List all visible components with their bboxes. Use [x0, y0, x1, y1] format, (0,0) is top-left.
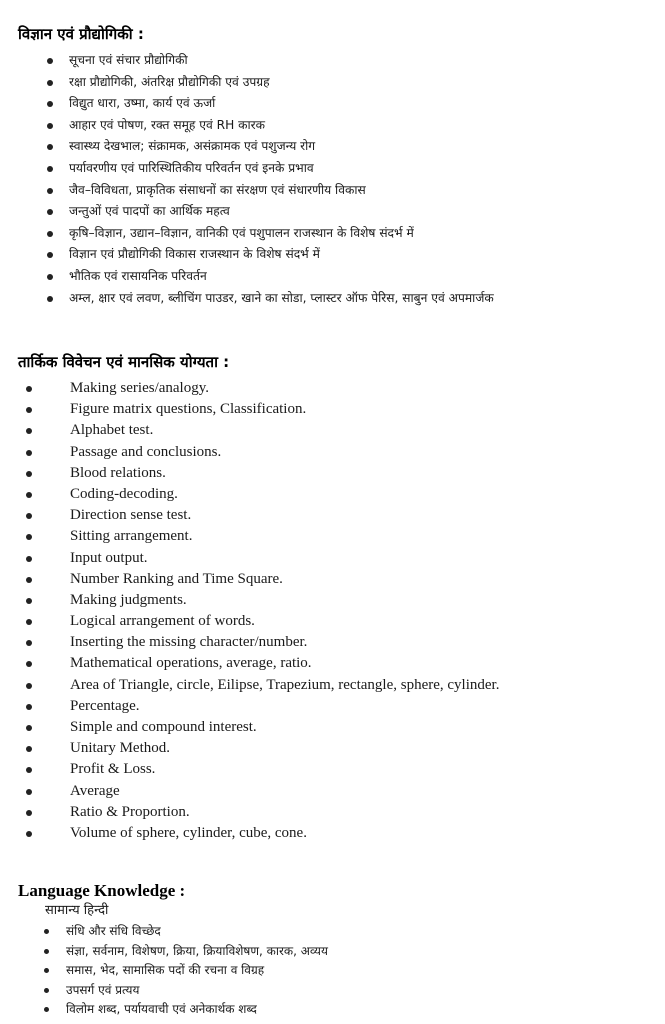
list-item-text: Figure matrix questions, Classification.	[70, 401, 307, 418]
list-item-text: Input output.	[70, 549, 148, 566]
list-item-text: समास, भेद, सामासिक पदों की रचना व विग्रह	[66, 963, 265, 977]
list-item	[0, 717, 665, 738]
bullet-icon	[26, 471, 32, 477]
bullet-icon	[26, 450, 32, 456]
list-item	[0, 526, 665, 547]
bullet-icon	[44, 988, 49, 993]
bullet-icon	[44, 949, 49, 954]
bullet-icon	[47, 252, 53, 258]
list-item-text: उपसर्ग एवं प्रत्यय	[66, 982, 140, 997]
bullet-icon	[44, 929, 49, 934]
list-item-text: Direction sense test.	[70, 507, 192, 524]
reasoning-list	[0, 378, 665, 844]
bullet-icon	[26, 831, 32, 837]
list-item-text: Number Ranking and Time Square.	[70, 570, 283, 587]
list-item	[0, 266, 665, 288]
bullet-icon	[47, 209, 53, 215]
bullet-icon	[26, 725, 32, 731]
list-item	[0, 569, 665, 590]
list-item	[0, 590, 665, 611]
list-item	[0, 115, 665, 137]
list-item-text: Ratio & Proportion.	[70, 803, 190, 820]
bullet-icon	[26, 407, 32, 413]
bullet-icon	[47, 188, 53, 194]
list-item-text: Profit & Loss.	[70, 761, 156, 778]
list-item	[0, 781, 665, 802]
bullet-icon	[47, 231, 53, 237]
list-item	[0, 378, 665, 399]
bullet-icon	[26, 556, 32, 562]
list-item	[0, 548, 665, 569]
list-item	[0, 93, 665, 115]
list-item-text: जन्तुओं एवं पादपों का आर्थिक महत्व	[69, 204, 230, 219]
list-item-text: Unitary Method.	[70, 740, 170, 757]
list-item	[0, 244, 665, 266]
bullet-icon	[26, 683, 32, 689]
list-item-text: जैव–विविधता, प्राकृतिक संसाधनों का संरक्षण एवं संधारणीय विकास	[69, 182, 366, 197]
list-item-text: Average	[70, 782, 120, 799]
list-item	[0, 399, 665, 420]
list-item-text: Passage and conclusions.	[70, 443, 222, 460]
bullet-icon	[47, 101, 53, 107]
list-item	[0, 50, 665, 72]
science-list	[0, 50, 665, 309]
bullet-icon	[26, 386, 32, 392]
list-item-text: Sitting arrangement.	[70, 528, 193, 545]
bullet-icon	[26, 428, 32, 434]
language-heading: Language Knowledge :	[18, 881, 186, 900]
list-item-text: सूचना एवं संचार प्रौद्योगिकी	[69, 53, 188, 67]
list-item	[0, 72, 665, 94]
list-item-text: Blood relations.	[70, 464, 166, 481]
list-item	[0, 738, 665, 759]
list-item	[0, 201, 665, 223]
list-item	[0, 288, 665, 310]
list-item-text: Volume of sphere, cylinder, cube, cone.	[70, 824, 307, 841]
list-item	[0, 420, 665, 441]
list-item-text: स्वास्थ्य देखभाल; संक्रामक, असंक्रामक एवं पशुजन्य रोग	[69, 139, 316, 154]
list-item-text: संज्ञा, सर्वनाम, विशेषण, क्रिया, क्रियाविशेषण, कारक, अव्यय	[66, 943, 328, 958]
bullet-icon	[26, 704, 32, 710]
list-item-text: Making series/analogy.	[70, 380, 209, 396]
bullet-icon	[26, 534, 32, 540]
list-item-text: अम्ल, क्षार एवं लवण, ब्लीचिंग पाउडर, खाने का सोडा, प्लास्टर ऑफ पेरिस, साबुन एवं अपमार्जक	[69, 290, 494, 305]
bullet-icon	[26, 810, 32, 816]
list-item-text: रक्षा प्रौद्योगिकी, अंतरिक्ष प्रौद्योगिकी एवं उपग्रह	[69, 74, 270, 89]
list-item	[0, 158, 665, 180]
bullet-icon	[47, 80, 53, 86]
list-item	[0, 136, 665, 158]
list-item	[0, 802, 665, 823]
list-item	[0, 632, 665, 653]
list-item-text: Coding-decoding.	[70, 485, 178, 502]
list-item	[0, 611, 665, 632]
list-item	[0, 484, 665, 505]
list-item-text: विज्ञान एवं प्रौद्योगिकी विकास राजस्थान के विशेष संदर्भ में	[69, 247, 320, 262]
bullet-icon	[44, 968, 49, 973]
list-item-text: Simple and compound interest.	[70, 719, 257, 735]
list-item	[0, 981, 665, 1001]
list-item	[0, 696, 665, 717]
bullet-icon	[26, 767, 32, 773]
list-item-text: संधि और संधि विच्छेद	[66, 924, 161, 938]
list-item	[0, 922, 665, 942]
bullet-icon	[47, 58, 53, 64]
list-item	[0, 180, 665, 202]
list-item	[0, 759, 665, 780]
list-item-text: आहार एवं पोषण, रक्त समूह एवं RH कारक	[69, 117, 265, 132]
list-item-text: Alphabet test.	[70, 422, 154, 439]
bullet-icon	[26, 661, 32, 667]
list-item-text: विलोम शब्द, पर्यायवाची एवं अनेकार्थक शब्द	[66, 1002, 257, 1016]
list-item-text: भौतिक एवं रासायनिक परिवर्तन	[69, 268, 207, 283]
list-item-text: कृषि–विज्ञान, उद्यान–विज्ञान, वानिकी एवं पशुपालन राजस्थान के विशेष संदर्भ में	[69, 225, 414, 240]
bullet-icon	[26, 513, 32, 519]
list-item-text: Logical arrangement of words.	[70, 613, 255, 630]
bullet-icon	[47, 123, 53, 129]
reasoning-section	[0, 352, 665, 844]
list-item	[0, 505, 665, 526]
list-item-text: Percentage.	[70, 697, 140, 714]
list-item	[0, 1000, 665, 1020]
science-heading: विज्ञान एवं प्रौद्योगिकी :	[18, 25, 144, 43]
bullet-icon	[47, 296, 53, 302]
language-subheading: सामान्य हिन्दी	[45, 903, 109, 918]
list-item	[0, 653, 665, 674]
bullet-icon	[44, 1007, 49, 1012]
list-item	[0, 463, 665, 484]
list-item	[0, 823, 665, 844]
science-section	[0, 24, 665, 309]
list-item-text: Inserting the missing character/number.	[70, 634, 308, 651]
bullet-icon	[47, 144, 53, 150]
list-item-text: पर्यावरणीय एवं पारिस्थितिकीय परिवर्तन एवं इनके प्रभाव	[69, 160, 314, 175]
language-section	[0, 880, 665, 1020]
list-item-text: Making judgments.	[70, 591, 187, 608]
list-item	[0, 223, 665, 245]
list-item	[0, 442, 665, 463]
bullet-icon	[26, 577, 32, 583]
bullet-icon	[26, 640, 32, 646]
bullet-icon	[26, 492, 32, 498]
bullet-icon	[26, 746, 32, 752]
language-list	[0, 922, 665, 1020]
list-item	[0, 675, 665, 696]
list-item-text: Area of Triangle, circle, Eilipse, Trapezium, rectangle, sphere, cylinder.	[70, 676, 500, 693]
list-item	[0, 942, 665, 962]
bullet-icon	[47, 274, 53, 280]
list-item-text: Mathematical operations, average, ratio.	[70, 655, 312, 672]
list-item	[0, 961, 665, 981]
bullet-icon	[26, 619, 32, 625]
bullet-icon	[47, 166, 53, 172]
bullet-icon	[26, 598, 32, 604]
list-item-text: विद्युत धारा, उष्मा, कार्य एवं ऊर्जा	[69, 96, 216, 111]
bullet-icon	[26, 789, 32, 795]
reasoning-heading: तार्किक विवेचन एवं मानसिक योग्यता :	[18, 353, 230, 371]
